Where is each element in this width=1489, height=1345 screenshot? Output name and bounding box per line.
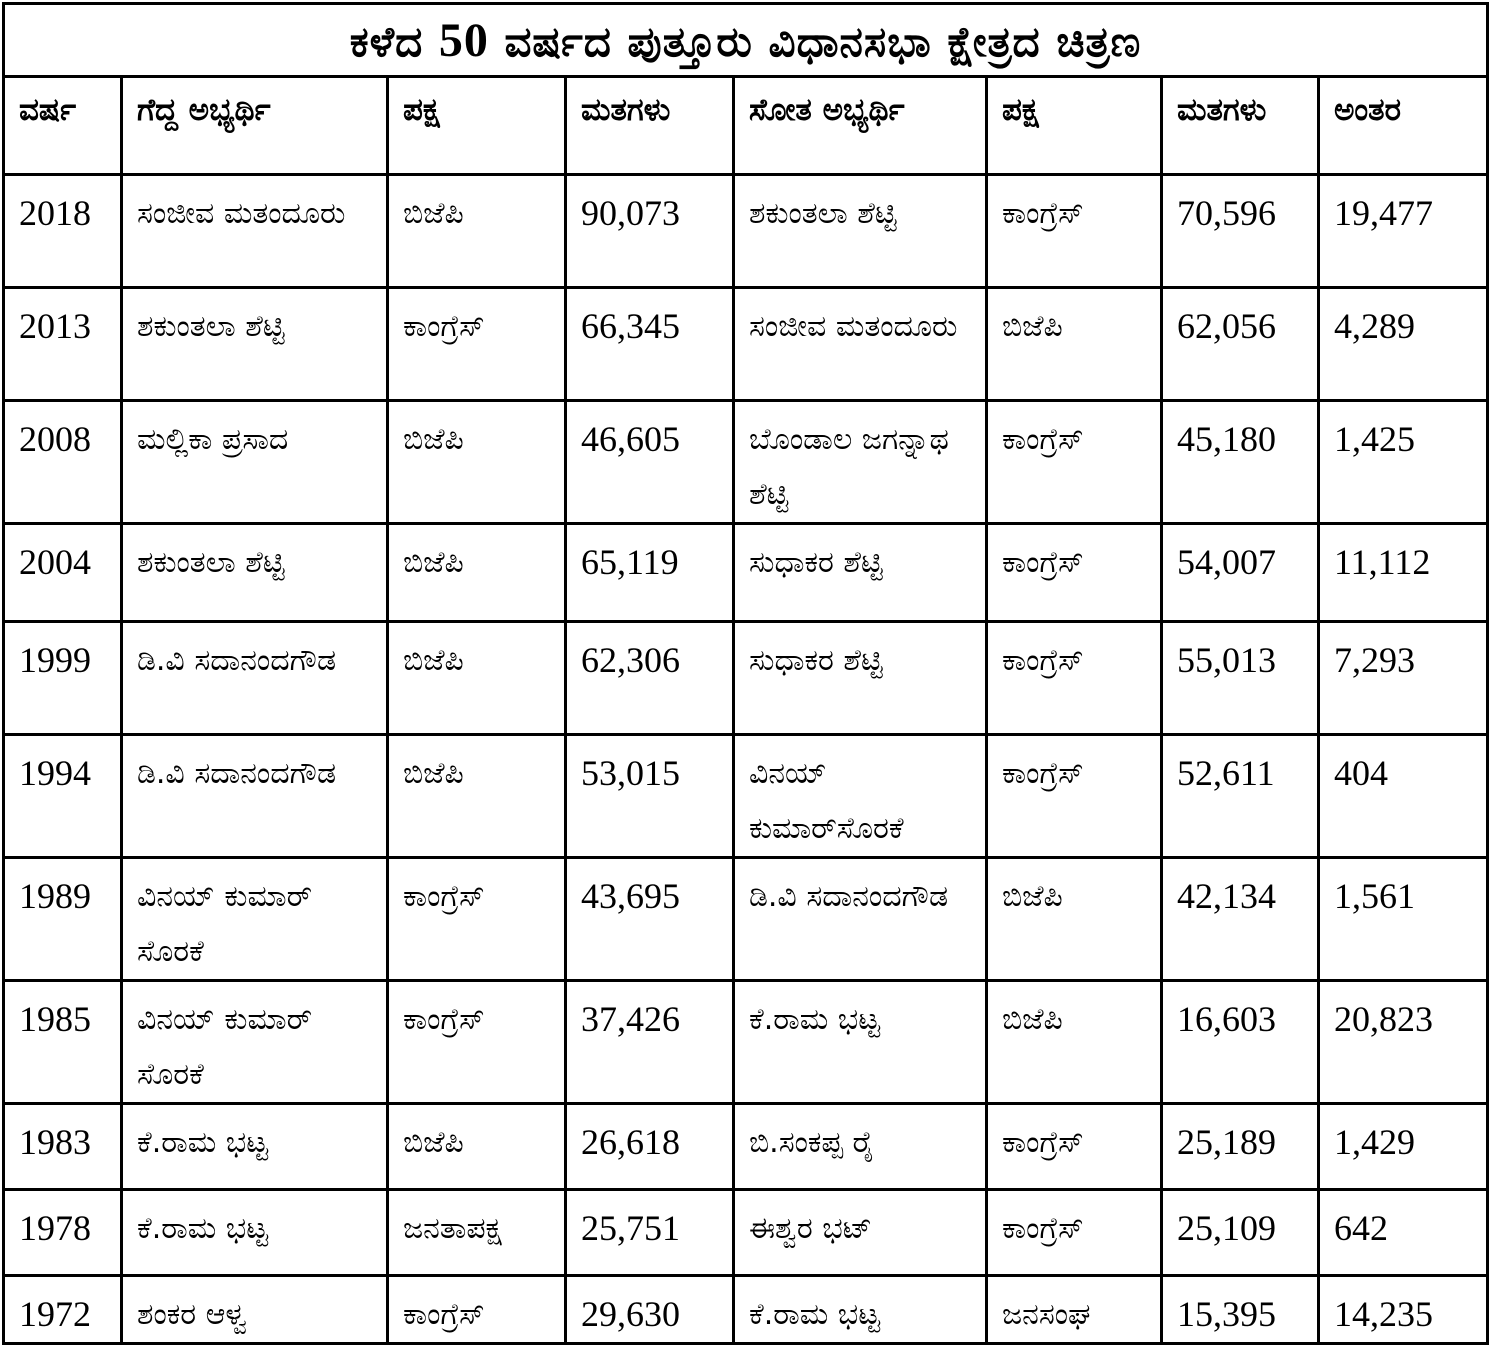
cell-loser-votes: 15,395 bbox=[1162, 1276, 1319, 1344]
cell-margin: 20,823 bbox=[1319, 981, 1488, 1104]
header-year: ವರ್ಷ bbox=[4, 77, 122, 175]
cell-winner-votes: 46,605 bbox=[566, 401, 734, 524]
cell-loser-party: ಕಾಂಗ್ರೆಸ್ bbox=[987, 1104, 1162, 1190]
cell-loser: ವಿನಯ್ ಕುಮಾರ್‌ಸೊರಕೆ bbox=[734, 735, 987, 858]
cell-margin: 19,477 bbox=[1319, 175, 1488, 288]
cell-loser-party: ಕಾಂಗ್ರೆಸ್ bbox=[987, 524, 1162, 622]
cell-winner-party: ಬಿಜೆಪಿ bbox=[388, 735, 566, 858]
cell-loser: ಕೆ.ರಾಮ ಭಟ್ಟ bbox=[734, 981, 987, 1104]
cell-winner-party: ಕಾಂಗ್ರೆಸ್ bbox=[388, 981, 566, 1104]
table-row bbox=[4, 858, 1488, 981]
cell-margin: 1,429 bbox=[1319, 1104, 1488, 1190]
cell-margin: 11,112 bbox=[1319, 524, 1488, 622]
table-row bbox=[4, 735, 1488, 858]
table-row bbox=[4, 524, 1488, 622]
cell-loser-party: ಕಾಂಗ್ರೆಸ್ bbox=[987, 175, 1162, 288]
cell-year: 2013 bbox=[4, 288, 122, 401]
table-row bbox=[4, 1104, 1488, 1190]
header-loser-party: ಪಕ್ಷ bbox=[987, 77, 1162, 175]
cell-margin: 7,293 bbox=[1319, 622, 1488, 735]
cell-margin: 1,425 bbox=[1319, 401, 1488, 524]
header-winner-votes: ಮತಗಳು bbox=[566, 77, 734, 175]
cell-loser: ಸುಧಾಕರ ಶೆಟ್ಟಿ bbox=[734, 524, 987, 622]
header-winner: ಗೆದ್ದ ಅಭ್ಯರ್ಥಿ bbox=[122, 77, 388, 175]
table-row bbox=[4, 1276, 1488, 1344]
title-prefix: ಕಳೆದ bbox=[349, 16, 424, 66]
cell-winner-party: ಬಿಜೆಪಿ bbox=[388, 524, 566, 622]
cell-winner-votes: 43,695 bbox=[566, 858, 734, 981]
cell-loser-party: ಬಿಜೆಪಿ bbox=[987, 981, 1162, 1104]
cell-winner-party: ಕಾಂಗ್ರೆಸ್ bbox=[388, 288, 566, 401]
cell-loser-votes: 54,007 bbox=[1162, 524, 1319, 622]
cell-winner-party: ಕಾಂಗ್ರೆಸ್ bbox=[388, 858, 566, 981]
cell-loser: ಡಿ.ವಿ ಸದಾನಂದಗೌಡ bbox=[734, 858, 987, 981]
table-row bbox=[4, 622, 1488, 735]
cell-winner: ಡಿ.ವಿ ಸದಾನಂದಗೌಡ bbox=[122, 622, 388, 735]
cell-winner-votes: 37,426 bbox=[566, 981, 734, 1104]
cell-loser: ಈಶ್ವರ ಭಟ್ bbox=[734, 1190, 987, 1276]
cell-winner: ಶಕುಂತಲಾ ಶೆಟ್ಟಿ bbox=[122, 524, 388, 622]
cell-loser-party: ಬಿಜೆಪಿ bbox=[987, 858, 1162, 981]
cell-loser-party: ಕಾಂಗ್ರೆಸ್ bbox=[987, 622, 1162, 735]
cell-loser: ಶಕುಂತಲಾ ಶೆಟ್ಟಿ bbox=[734, 175, 987, 288]
cell-margin: 14,235 bbox=[1319, 1276, 1488, 1344]
table-row bbox=[4, 288, 1488, 401]
cell-loser: ಸುಧಾಕರ ಶೆಟ್ಟಿ bbox=[734, 622, 987, 735]
cell-loser-votes: 42,134 bbox=[1162, 858, 1319, 981]
cell-winner: ವಿನಯ್ ಕುಮಾರ್ ಸೊರಕೆ bbox=[122, 981, 388, 1104]
cell-winner: ವಿನಯ್ ಕುಮಾರ್ ಸೊರಕೆ bbox=[122, 858, 388, 981]
cell-winner-party: ಬಿಜೆಪಿ bbox=[388, 401, 566, 524]
cell-winner: ಸಂಜೀವ ಮತಂದೂರು bbox=[122, 175, 388, 288]
cell-winner-party: ಬಿಜೆಪಿ bbox=[388, 1104, 566, 1190]
cell-winner: ಕೆ.ರಾಮ ಭಟ್ಟ bbox=[122, 1190, 388, 1276]
table-row bbox=[4, 401, 1488, 524]
cell-margin: 642 bbox=[1319, 1190, 1488, 1276]
cell-margin: 4,289 bbox=[1319, 288, 1488, 401]
cell-winner-votes: 90,073 bbox=[566, 175, 734, 288]
cell-loser-party: ಬಿಜೆಪಿ bbox=[987, 288, 1162, 401]
cell-loser-votes: 25,189 bbox=[1162, 1104, 1319, 1190]
header-loser: ಸೋತ ಅಭ್ಯರ್ಥಿ bbox=[734, 77, 987, 175]
table-row bbox=[4, 175, 1488, 288]
cell-loser-votes: 52,611 bbox=[1162, 735, 1319, 858]
cell-year: 1989 bbox=[4, 858, 122, 981]
cell-loser: ಬೊಂಡಾಲ ಜಗನ್ನಾಥ ಶೆಟ್ಟಿ bbox=[734, 401, 987, 524]
title-suffix: ವರ್ಷದ ಪುತ್ತೂರು ವಿಧಾನಸಭಾ ಕ್ಷೇತ್ರದ ಚಿತ್ರಣ bbox=[504, 16, 1142, 66]
cell-margin: 404 bbox=[1319, 735, 1488, 858]
cell-winner-party: ಬಿಜೆಪಿ bbox=[388, 622, 566, 735]
cell-winner-party: ಬಿಜೆಪಿ bbox=[388, 175, 566, 288]
cell-margin: 1,561 bbox=[1319, 858, 1488, 981]
cell-year: 2008 bbox=[4, 401, 122, 524]
cell-winner: ಡಿ.ವಿ ಸದಾನಂದಗೌಡ bbox=[122, 735, 388, 858]
cell-year: 1985 bbox=[4, 981, 122, 1104]
cell-loser-votes: 45,180 bbox=[1162, 401, 1319, 524]
cell-loser-party: ಜನಸಂಘ bbox=[987, 1276, 1162, 1344]
title-number: 50 bbox=[438, 13, 489, 67]
cell-year: 1994 bbox=[4, 735, 122, 858]
cell-winner-votes: 66,345 bbox=[566, 288, 734, 401]
table-row bbox=[4, 981, 1488, 1104]
cell-winner-votes: 53,015 bbox=[566, 735, 734, 858]
cell-year: 1978 bbox=[4, 1190, 122, 1276]
cell-loser-votes: 55,013 bbox=[1162, 622, 1319, 735]
cell-winner-party: ಜನತಾಪಕ್ಷ bbox=[388, 1190, 566, 1276]
cell-winner: ಕೆ.ರಾಮ ಭಟ್ಟ bbox=[122, 1104, 388, 1190]
header-loser-votes: ಮತಗಳು bbox=[1162, 77, 1319, 175]
cell-loser-votes: 16,603 bbox=[1162, 981, 1319, 1104]
cell-loser: ಕೆ.ರಾಮ ಭಟ್ಟ bbox=[734, 1276, 987, 1344]
cell-winner: ಶಕುಂತಲಾ ಶೆಟ್ಟಿ bbox=[122, 288, 388, 401]
cell-year: 1983 bbox=[4, 1104, 122, 1190]
cell-winner-votes: 29,630 bbox=[566, 1276, 734, 1344]
cell-loser: ಬಿ.ಸಂಕಪ್ಪ ರೈ bbox=[734, 1104, 987, 1190]
cell-year: 2018 bbox=[4, 175, 122, 288]
cell-winner: ಮಲ್ಲಿಕಾ ಪ್ರಸಾದ bbox=[122, 401, 388, 524]
cell-loser: ಸಂಜೀವ ಮತಂದೂರು bbox=[734, 288, 987, 401]
cell-loser-votes: 70,596 bbox=[1162, 175, 1319, 288]
header-margin: ಅಂತರ bbox=[1319, 77, 1488, 175]
election-results-table bbox=[2, 2, 1489, 1345]
header-row bbox=[4, 77, 1488, 175]
cell-loser-party: ಕಾಂಗ್ರೆಸ್ bbox=[987, 1190, 1162, 1276]
header-winner-party: ಪಕ್ಷ bbox=[388, 77, 566, 175]
title-row bbox=[4, 4, 1488, 77]
cell-year: 1972 bbox=[4, 1276, 122, 1344]
cell-winner-votes: 65,119 bbox=[566, 524, 734, 622]
cell-year: 1999 bbox=[4, 622, 122, 735]
cell-winner-party: ಕಾಂಗ್ರೆಸ್ bbox=[388, 1276, 566, 1344]
cell-loser-votes: 25,109 bbox=[1162, 1190, 1319, 1276]
cell-winner-votes: 62,306 bbox=[566, 622, 734, 735]
cell-year: 2004 bbox=[4, 524, 122, 622]
cell-winner-votes: 26,618 bbox=[566, 1104, 734, 1190]
cell-loser-party: ಕಾಂಗ್ರೆಸ್ bbox=[987, 401, 1162, 524]
cell-loser-votes: 62,056 bbox=[1162, 288, 1319, 401]
table-title bbox=[4, 4, 1488, 77]
cell-winner-votes: 25,751 bbox=[566, 1190, 734, 1276]
table-row bbox=[4, 1190, 1488, 1276]
cell-loser-party: ಕಾಂಗ್ರೆಸ್ bbox=[987, 735, 1162, 858]
cell-winner: ಶಂಕರ ಆಳ್ವ bbox=[122, 1276, 388, 1344]
